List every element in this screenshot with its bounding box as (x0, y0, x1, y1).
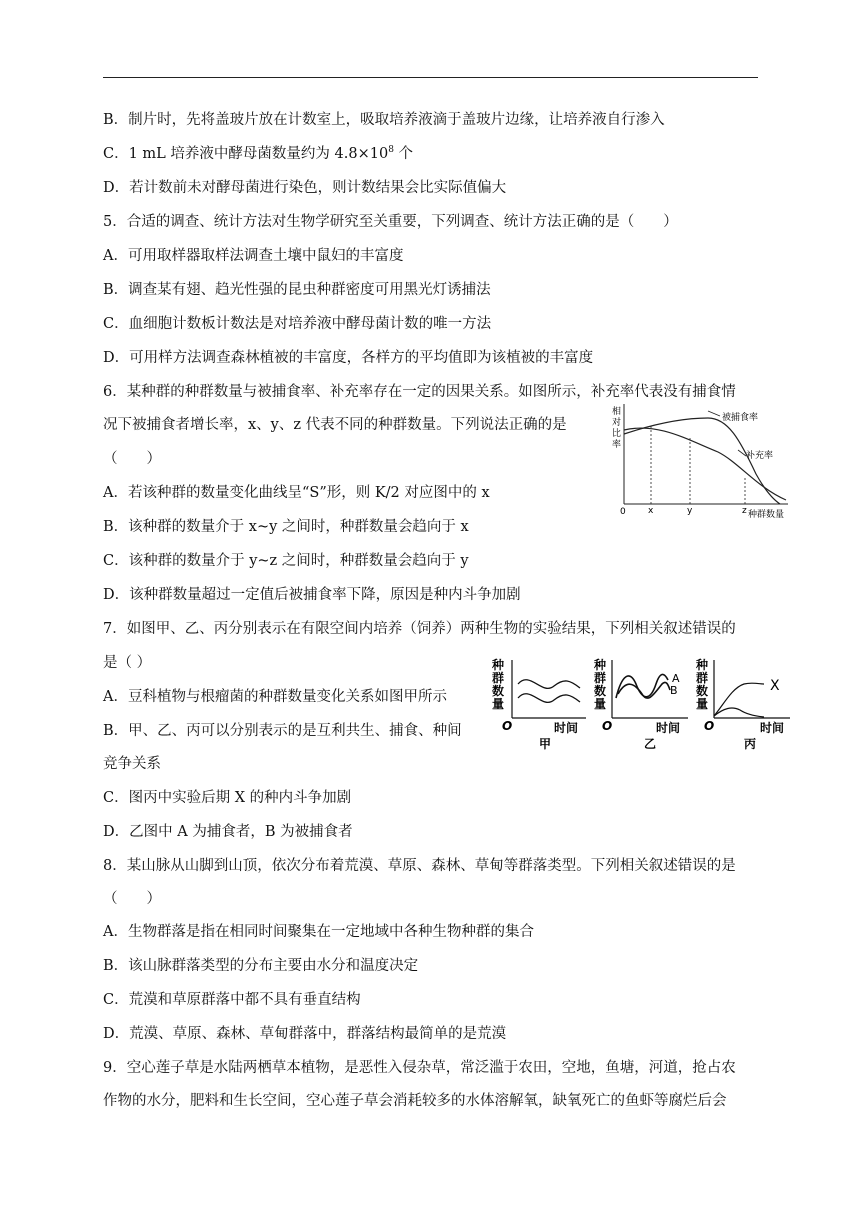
q7-option-b-cont: 竞争关系 (103, 756, 161, 772)
q8-stem: 8．某山脉从山脚到山顶，依次分布着荒漠、草原、森林、草甸等群落类型。下列相关叙述错误的是 (103, 858, 736, 874)
yi-curve-b (618, 682, 670, 698)
q6-option-d: D．该种群数量超过一定值后被捕食率下降，原因是种内斗争加剧 (103, 587, 521, 603)
fig6-xlabel: 种群数量 (748, 510, 785, 520)
bing-curve-other (714, 708, 764, 717)
yi-ylabel-2: 群 (594, 671, 607, 685)
fig6-curve1-label: 被捕食率 (722, 413, 759, 423)
q7-option-b: B．甲、乙、丙可以分别表示的是互利共生、捕食、种间 (103, 723, 462, 739)
q8-bracket: （ ） (103, 891, 161, 907)
q7-option-d: D．乙图中 A 为捕食者，B 为被捕食者 (103, 824, 353, 840)
yi-xlabel: 时间 (656, 721, 681, 735)
jia-xlabel: 时间 (554, 721, 579, 735)
fig6-z-label: z (742, 506, 747, 516)
fig6-ylabel-3: 比 (612, 429, 622, 439)
header-rule (103, 77, 758, 78)
q7-figure-bing (694, 654, 794, 750)
bing-ylabel-3: 数 (696, 684, 709, 698)
q4-option-d: D．若计数前未对酵母菌进行染色，则计数结果会比实际值偏大 (103, 180, 507, 196)
q6-stem: 6．某种群的种群数量与被捕食率、补充率存在一定的因果关系。如图所示，补充率代表没有捕食情 (103, 384, 736, 400)
q7-option-c: C．图丙中实验后期 X 的种内斗争加剧 (103, 790, 352, 806)
q7-stem: 7．如图甲、乙、丙分别表示在有限空间内培养（饲养）两种生物的实验结果，下列相关叙述错误的 (103, 621, 736, 637)
jia-ylabel-3: 数 (492, 684, 505, 698)
fig6-origin: 0 (620, 507, 626, 517)
q6-option-b: B．该种群的数量介于 x~y 之间时，种群数量会趋向于 x (103, 519, 469, 535)
bing-ylabel-1: 种 (696, 658, 709, 672)
bing-origin: O (704, 719, 715, 733)
bing-caption: 丙 (744, 737, 757, 750)
jia-origin: O (502, 719, 513, 733)
q4-option-b: B．制片时，先将盖玻片放在计数室上，吸取培养液滴于盖玻片边缘，让培养液自行渗入 (103, 112, 665, 128)
q6-option-a: A．若该种群的数量变化曲线呈“S”形，则 K/2 对应图中的 x (103, 485, 490, 501)
q9-stem-2: 作物的水分，肥料和生长空间，空心莲子草会消耗较多的水体溶解氧，缺氧死亡的鱼虾等腐烂后会 (103, 1093, 727, 1109)
q8-option-c: C．荒漠和草原群落中都不具有垂直结构 (103, 992, 361, 1008)
yi-caption: 乙 (644, 737, 657, 750)
q4-option-c: C．1 mL 培养液中酵母菌数量约为 $4.8\times 10^8$ 个 (103, 145, 414, 162)
jia-caption: 甲 (539, 737, 552, 750)
q6-bracket: （ ） (103, 451, 161, 467)
q6-stem-2: 况下被捕食者增长率，x、y、z 代表不同的种群数量。下列说法正确的是 (103, 417, 567, 433)
jia-curve-lower (518, 694, 580, 703)
fig6-recruitment-curve (624, 428, 786, 500)
fig6-pointer-1 (708, 411, 720, 416)
yi-origin: O (602, 719, 613, 733)
q5-stem: 5．合适的调查、统计方法对生物学研究至关重要，下列调查、统计方法正确的是（ ） (103, 214, 678, 230)
jia-curve-upper (518, 680, 580, 689)
yi-label-a: A (672, 672, 680, 685)
q5-option-a: A．可用取样器取样法调查土壤中鼠妇的丰富度 (103, 248, 404, 264)
bing-ylabel-2: 群 (696, 671, 709, 685)
bing-ylabel-4: 量 (696, 697, 709, 711)
q7-figure-jia (490, 654, 590, 750)
bing-label-x: X (770, 678, 780, 694)
q5-option-d: D．可用样方法调查森林植被的丰富度，各样方的平均值即为该植被的丰富度 (103, 350, 594, 366)
fig6-ylabel-1: 相 (612, 407, 622, 417)
jia-ylabel-1: 种 (492, 658, 505, 672)
fig6-ylabel-4: 率 (612, 440, 622, 450)
q6-figure (608, 400, 793, 522)
yi-ylabel-4: 量 (594, 697, 607, 711)
fig6-predation-curve (624, 418, 780, 504)
jia-ylabel-2: 群 (492, 671, 505, 685)
fig6-ylabel-2: 对 (612, 418, 622, 428)
q8-option-b: B．该山脉群落类型的分布主要由水分和温度决定 (103, 958, 419, 974)
yi-ylabel-3: 数 (594, 684, 607, 698)
fig6-curve2-label: 补充率 (746, 451, 774, 461)
bing-xlabel: 时间 (760, 721, 785, 735)
yi-label-b: B (670, 684, 678, 697)
q7-option-a: A．豆科植物与根瘤菌的种群数量变化关系如图甲所示 (103, 689, 447, 705)
fig6-x-label: x (648, 506, 654, 516)
q8-option-d: D．荒漠、草原、森林、草甸群落中，群落结构最简单的是荒漠 (103, 1026, 507, 1042)
q7-stem-2: 是（ ） (103, 655, 152, 671)
q7-figure-yi (592, 654, 692, 750)
fig6-y-label: y (687, 506, 693, 516)
q8-option-a: A．生物群落是指在相同时间聚集在一定地域中各种生物种群的集合 (103, 924, 534, 940)
q6-option-c: C．该种群的数量介于 y~z 之间时，种群数量会趋向于 y (103, 553, 469, 569)
q5-option-c: C．血细胞计数板计数法是对培养液中酵母菌计数的唯一方法 (103, 316, 492, 332)
q9-stem: 9．空心莲子草是水陆两栖草本植物，是恶性入侵杂草，常泛滥于农田，空地，鱼塘，河道，抢占农 (103, 1060, 736, 1076)
q5-option-b: B．调查某有翅、趋光性强的昆虫种群密度可用黑光灯诱捕法 (103, 282, 491, 298)
yi-ylabel-1: 种 (594, 658, 607, 672)
jia-ylabel-4: 量 (492, 697, 505, 711)
